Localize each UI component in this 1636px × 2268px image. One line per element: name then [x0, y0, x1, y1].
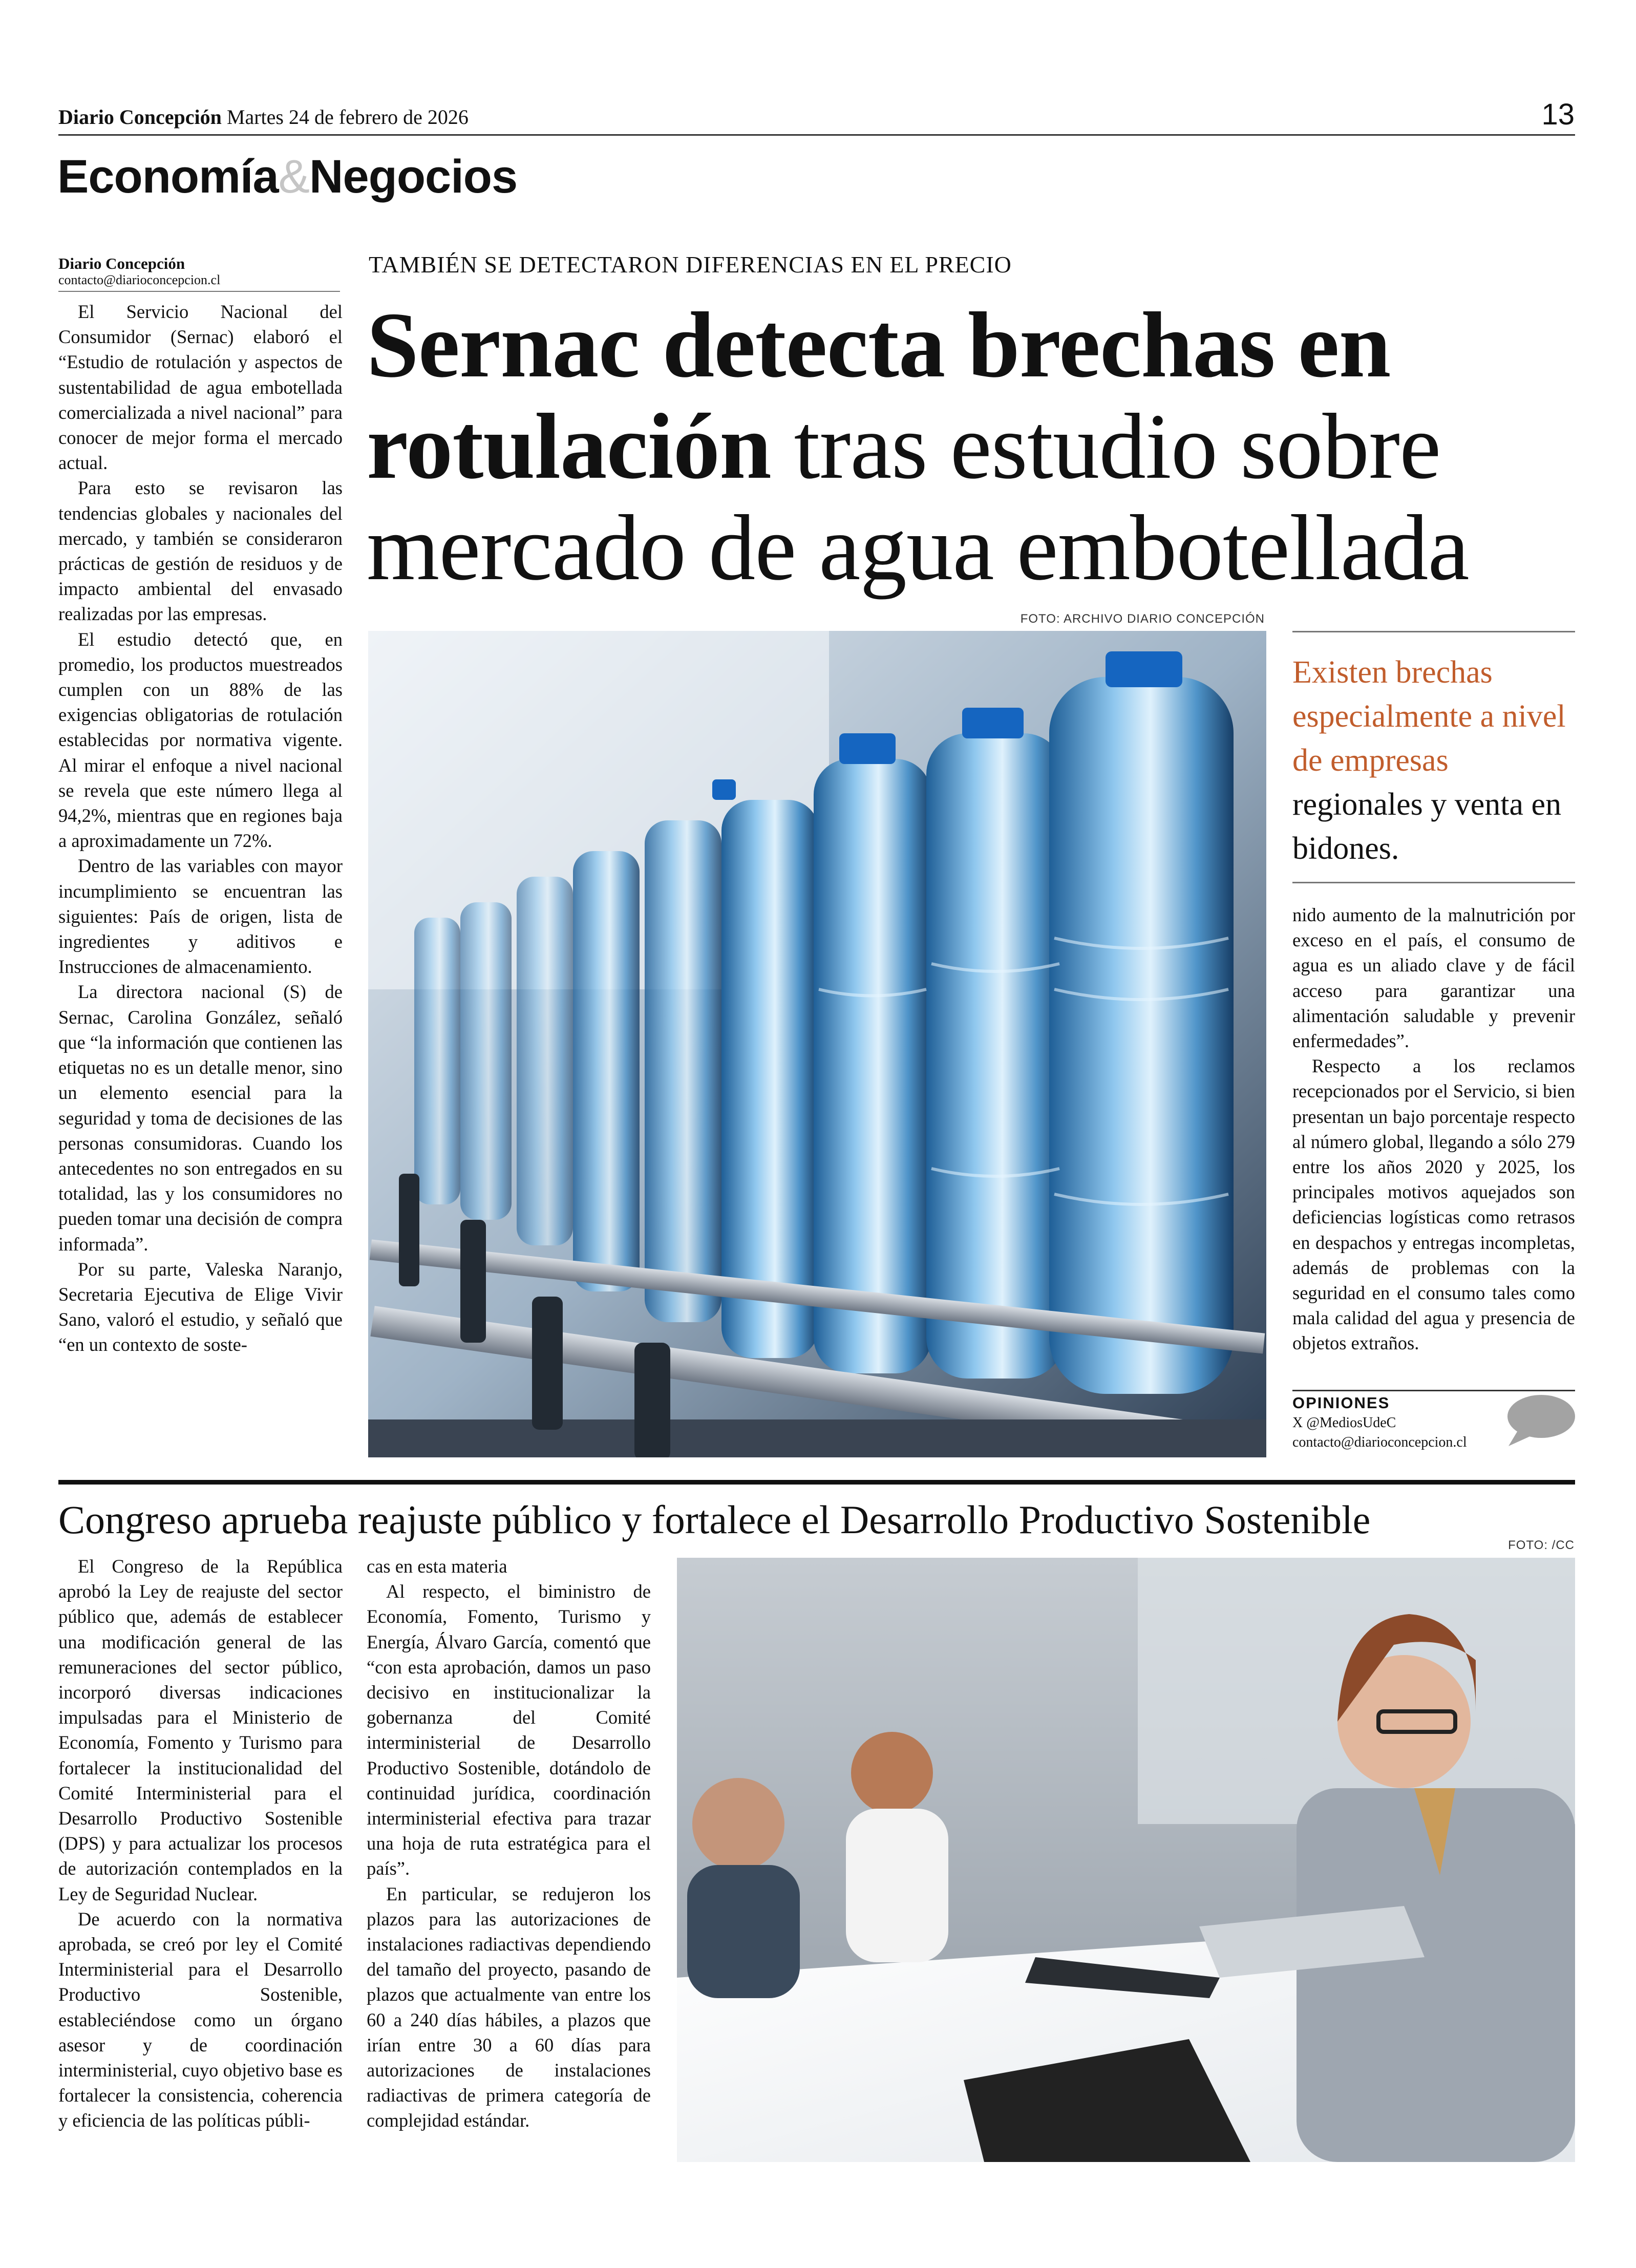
- paragraph: De acuerdo con la normativa aprobada, se creó por ley el Comité Interministerial para el Desarrollo Productivo Sostenible, estableciéndose como un órgano asesor y de coordinación interministerial, cuyo objetivo base es fortalecer la consistencia, coherencia y eficiencia de las políticas públi-: [58, 1908, 343, 2131]
- paragraph: Para esto se revisaron las tendencias globales y nacionales del mercado, y también se consideraron prácticas de gestión de residuos y de impacto ambiental del envasado realizadas por las empresas.: [58, 477, 343, 625]
- pullquote: [1292, 650, 1575, 871]
- byline-name: Diario Concepción: [58, 255, 185, 272]
- paragraph: Al respecto, el biministro de Economía, Fomento, Turismo y Energía, Álvaro García, comentó que “con esta aprobación, damos un paso decisivo en institucionalizar la gobernanza del Comité interministerial de Desarrollo Productivo Sostenible, dotándolo de continuidad jurídica, coordinación interministerial efectiva para trazar una hoja de ruta estratégica para el país”.: [367, 1581, 651, 1879]
- pullquote-rule-top: [1292, 631, 1575, 632]
- article1-column-3: [1292, 902, 1575, 1356]
- paragraph: En particular, se redujeron los plazos para las autorizaciones de instalaciones radiactivas dependiendo del tamaño del proyecto, pasando de plazos que actualmente van entre los 60 a 240 días hábiles, a plazos que irían entre 30 a 60 días para autorizaciones de instalaciones radiactivas de primera categoría de complejidad estándar.: [367, 1883, 651, 2131]
- section-word-economia: Economía: [57, 151, 279, 203]
- paper-name: Diario Concepción: [58, 105, 222, 129]
- kicker: TAMBIÉN SE DETECTARON DIFERENCIAS EN EL PRECIO: [369, 251, 1012, 278]
- byline-email: contacto@diarioconcepcion.cl: [58, 272, 221, 287]
- photo-credit: FOTO: ARCHIVO DIARIO CONCEPCIÓN: [1020, 612, 1265, 626]
- headline-regular: tras estudio sobre mercado de agua embotellada: [367, 394, 1469, 600]
- paragraph: Por su parte, Valeska Naranjo, Secretaria Ejecutiva de Elige Vivir Sano, valoró el estudio, y señaló que “en un contexto de soste-: [58, 1258, 343, 1355]
- article2-column-2: [367, 1554, 651, 2133]
- paragraph: El estudio detectó que, en promedio, los productos muestreados cumplen con un 88% de las exigencias obligatorias de rotulación establecidas por normativa vigente. Al mirar el enfoque a nivel nacional se revela que este número llega al 94,2%, mientras que en regiones baja a aproximadamente un 72%.: [58, 628, 343, 852]
- headline: [367, 294, 1580, 599]
- meeting-photo: [677, 1558, 1575, 2162]
- page-number: 13: [1541, 98, 1575, 131]
- water-bottles-photo: [368, 631, 1266, 1457]
- headline-bold: Sernac detecta brechas en rotulación: [367, 293, 1391, 498]
- paragraph: El Congreso de la República aprobó la Ley de reajuste del sector público que, además de establecer una modificación general de las remuneraciones del sector público, incorporó diversas indicaciones impulsadas para el Ministerio de Economía, Fomento y Turismo para fortalecer la institucionalidad del Comité Interministerial para el Desarrollo Productivo Sostenible (DPS) y para actualizar los procesos de autorización contemplados en la Ley de Seguridad Nuclear.: [58, 1556, 343, 1904]
- pullquote-rest: regionales y venta en bidones.: [1292, 787, 1562, 866]
- paragraph: nido aumento de la malnutrición por exceso en el país, el consumo de agua es un aliado clave y de fácil acceso para garantizar una alimentación saludable y prevenir enfermedades”.: [1292, 904, 1575, 1052]
- section-ampersand: &: [278, 151, 310, 203]
- article1-column-1: [58, 299, 343, 1358]
- article2-column-1: [58, 1554, 343, 2133]
- paragraph: El Servicio Nacional del Consumidor (Sernac) elaboró el “Estudio de rotulación y aspectos de sustentabilidad de agua embotellada comercializada a nivel nacional” para conocer de mejor forma el mercado actual.: [58, 301, 343, 474]
- issue-date: Martes 24 de febrero de 2026: [226, 105, 469, 129]
- opinions-rule: [1292, 1390, 1575, 1391]
- paragraph: cas en esta materia: [367, 1556, 507, 1577]
- opinions-title: OPINIONES: [1292, 1394, 1390, 1412]
- header-paper-date: [58, 104, 469, 130]
- opinions-x-handle: X @MediosUdeC: [1292, 1415, 1396, 1431]
- photo-credit-2: FOTO: /CC: [1508, 1538, 1575, 1552]
- pullquote-rule-bottom: [1292, 882, 1575, 883]
- paragraph: Dentro de las variables con mayor incumplimiento se encuentran las siguientes: País de origen, lista de ingredientes y aditivos e Instrucciones de almacenamiento.: [58, 855, 343, 978]
- paragraph: La directora nacional (S) de Sernac, Carolina González, señaló que “la información que contienen las etiquetas no es un detalle menor, sino un elemento esencial para la seguridad y toma de decisiones de las personas consumidoras. Cuando los antecedentes no son entregados en su totalidad, las y los consumidores no pueden tomar una decisión de compra informada”.: [58, 981, 343, 1255]
- speech-bubble-icon: [1502, 1393, 1577, 1449]
- pullquote-highlight: Existen brechas especialmente a nivel de empresas: [1292, 655, 1566, 778]
- header-rule: [58, 134, 1575, 136]
- article-separator: [58, 1480, 1575, 1485]
- byline: [58, 255, 340, 292]
- section-word-negocios: Negocios: [309, 151, 518, 203]
- section-title: [57, 149, 517, 205]
- paragraph: Respecto a los reclamos recepcionados por el Servicio, si bien presentan un bajo porcentaje respecto al número global, llegando a sólo 279 entre los años 2020 y 2025, los principales motivos aquejados son deficiencias logísticas como retrasos en despachos y entregas incompletas, además de problemas con la seguridad en el consumo tales como mala calidad del agua y presencia de objetos extraños.: [1292, 1055, 1575, 1354]
- headline-2: Congreso aprueba reajuste público y fortalece el Desarrollo Productivo Sostenible: [58, 1497, 1371, 1542]
- opinions-email: contacto@diarioconcepcion.cl: [1292, 1434, 1467, 1450]
